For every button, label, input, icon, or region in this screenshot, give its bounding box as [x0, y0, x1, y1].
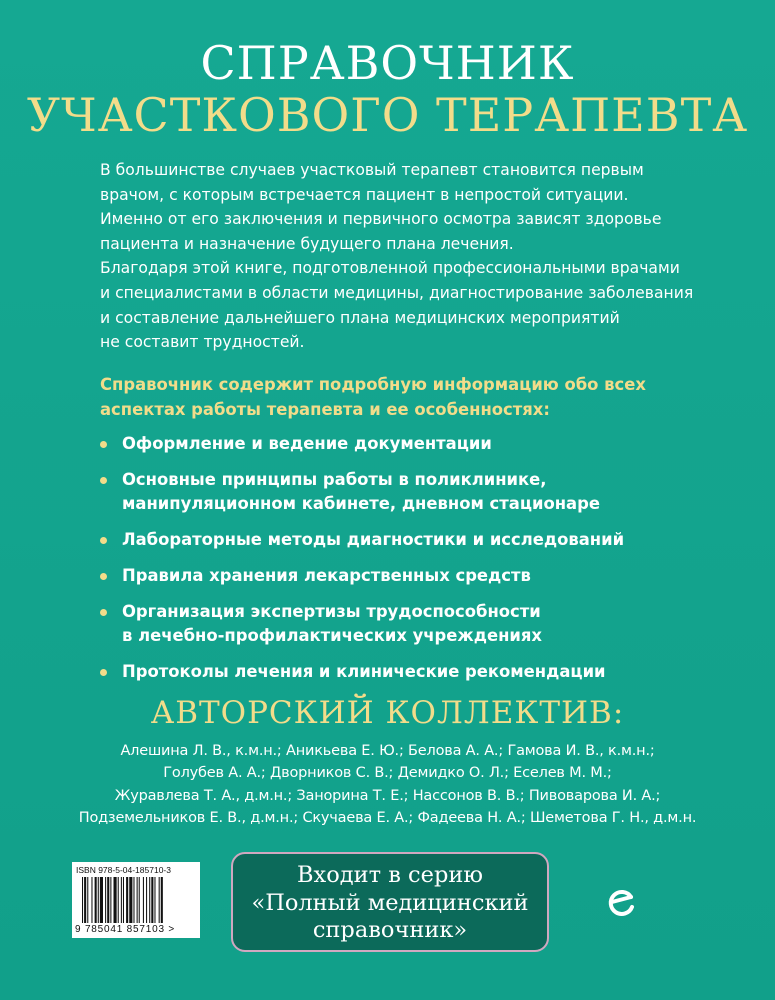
barcode-bar	[118, 877, 119, 923]
authors-list	[0, 740, 775, 829]
authors-line: Подземельников Е. В., д.м.н.; Скучаева Е. А.; Фадеева Н. А.; Шеметова Г. Н., д.м.н.	[78, 809, 697, 826]
barcode-bar	[126, 877, 128, 923]
list-item	[100, 528, 720, 552]
authors-line: Алешина Л. В., к.м.н.; Аникьева Е. Ю.; Белова А. А.; Гамова И. В., к.м.н.;	[120, 743, 655, 759]
barcode-bar	[137, 877, 138, 923]
list-item	[100, 468, 720, 516]
isbn-text: ISBN 978-5-04-185710-3	[76, 865, 171, 875]
barcode	[72, 862, 200, 938]
intro-line: врачом, с которым встречается пациент в непростой ситуации.	[100, 185, 629, 204]
barcode-bar	[110, 877, 111, 923]
list-item-text: Протоколы лечения и клинические рекомендации	[122, 662, 606, 681]
barcode-bar	[100, 877, 103, 923]
barcode-bar	[87, 877, 88, 923]
bullet-dot-icon	[100, 441, 107, 448]
barcode-bar	[129, 877, 132, 923]
list-item	[100, 660, 720, 684]
bullet-dot-icon	[100, 573, 107, 580]
barcode-digits: 9 785041 857103 >	[75, 924, 176, 935]
series-line: Входит в серию	[297, 862, 483, 888]
eksmo-e-logo-icon	[604, 885, 638, 919]
barcode-bar	[139, 877, 140, 923]
barcode-bar	[121, 877, 122, 923]
barcode-bars	[82, 877, 194, 923]
barcode-bar	[149, 877, 150, 923]
intro-line: не составит трудностей.	[100, 333, 305, 352]
list-item-text: Основные принципы работы в поликлинике,	[122, 470, 547, 489]
barcode-bar	[133, 877, 134, 923]
authors-line: Журавлева Т. А., д.м.н.; Занорина Т. Е.; Нассонов В. В.; Пивоварова И. А.;	[114, 787, 661, 804]
barcode-bar	[107, 877, 109, 923]
intro-line: и составление дальнейшего плана медицинских мероприятий	[100, 308, 620, 327]
list-item	[100, 432, 720, 456]
barcode-bar	[82, 877, 83, 923]
lead-line: Справочник содержит подробную информацию обо всех	[100, 375, 646, 394]
barcode-bar	[95, 877, 97, 923]
bullet-dot-icon	[100, 609, 107, 616]
intro-line: пациента и назначение будущего плана лечения.	[100, 234, 514, 253]
list-item-text-continued: манипуляционном кабинете, дневном стационаре	[122, 494, 600, 513]
barcode-bar	[154, 877, 155, 923]
list-item	[100, 600, 720, 648]
lead-paragraph	[100, 372, 700, 422]
intro-line: В большинстве случаев участковый терапевт становится первым	[100, 161, 644, 179]
list-item-text: Оформление и ведение документации	[122, 434, 492, 453]
title-line-1: СПРАВОЧНИК	[200, 36, 575, 90]
barcode-bar	[161, 877, 163, 923]
barcode-bar	[159, 877, 160, 923]
list-item-text: Организация экспертизы трудоспособности	[122, 602, 541, 621]
series-badge	[231, 852, 549, 952]
bullet-dot-icon	[100, 537, 107, 544]
bullet-dot-icon	[100, 477, 107, 484]
barcode-bar	[146, 877, 147, 923]
bullet-dot-icon	[100, 669, 107, 676]
features-list	[100, 432, 720, 684]
barcode-bar	[91, 877, 92, 923]
list-item	[100, 564, 720, 588]
authors-line: Голубев А. А.; Дворников С. В.; Демидко О. Л.; Еселев М. М.;	[163, 765, 612, 782]
barcode-bar	[114, 877, 117, 923]
intro-line: Благодаря этой книге, подготовленной профессиональными врачами	[100, 259, 680, 278]
intro-paragraph	[100, 158, 700, 355]
list-item-text: Лабораторные методы диагностики и исследований	[122, 530, 625, 549]
barcode-bar	[143, 877, 144, 923]
barcode-bar	[151, 877, 153, 923]
series-line: «Полный медицинский	[251, 889, 529, 916]
barcode-bar	[123, 877, 124, 923]
list-item-text: Правила хранения лекарственных средств	[122, 566, 531, 585]
barcode-bar	[84, 877, 86, 923]
series-line: справочник»	[312, 917, 468, 943]
lead-line: аспектах работы терапевта и ее особенностях:	[100, 400, 550, 419]
intro-line: Именно от его заключения и первичного осмотра зависят здоровье	[100, 210, 662, 229]
barcode-bar	[98, 877, 99, 923]
authors-heading: АВТОРСКИЙ КОЛЛЕКТИВ:	[150, 695, 625, 731]
barcode-bar	[105, 877, 106, 923]
title-line-2: УЧАСТКОВОГО ТЕРАПЕВТА	[26, 88, 749, 142]
list-item-text-continued: в лечебно-профилактических учреждениях	[122, 626, 542, 645]
intro-line: и специалистами в области медицины, диагностирование заболевания	[100, 283, 694, 302]
